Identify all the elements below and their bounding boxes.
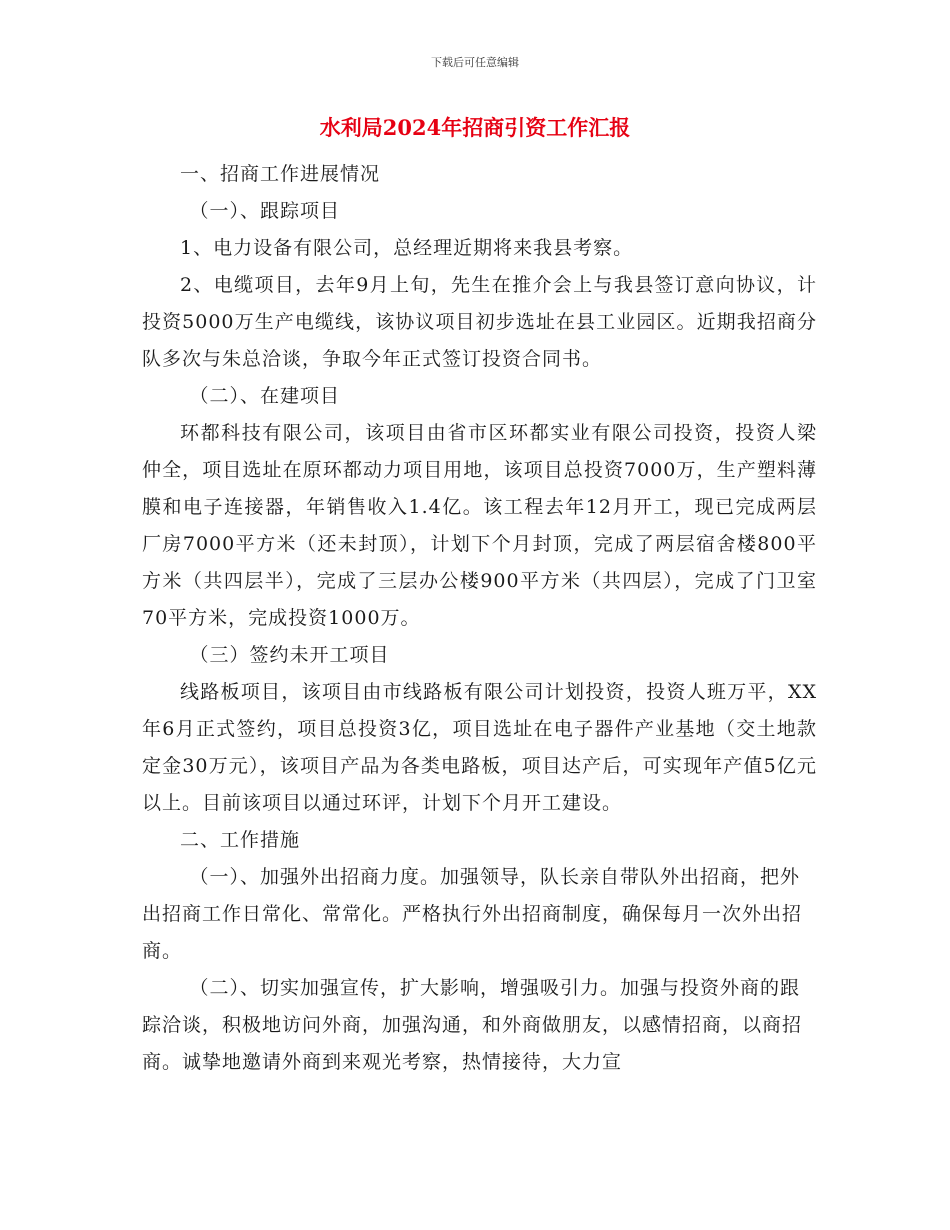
document-title: 水利局2024年招商引资工作汇报 [319,115,631,140]
paragraph-huandu-tech: 环都科技有限公司，该项目由省市区环都实业有限公司投资，投资人梁仲全，项目选址在原环都动力项目用地，该项目总投资7000万，生产塑料薄膜和电子连接器，年销售收入1.4亿。该工程去年12月开工，现已完成两层厂房7000平方米（还未封顶），计划下个月封顶，完成了两层宿舍楼800平方米（共四层半），完成了三层办公楼900平方米（共四层），完成了门卫室70平方米，完成投资1000万。 [142,422,817,629]
paragraph-measure-outbound: （一）、加强外出招商力度。加强领导，队长亲自带队外出招商，把外出招商工作日常化、常常化。严格执行外出招商制度，确保每月一次外出招商。 [142,866,803,962]
paragraph-circuit-board: 线路板项目，该项目由市线路板有限公司计划投资，投资人班万平，XX年6月正式签约，项目总投资3亿，项目选址在电子器件产业基地（交土地款定金30万元），该项目产品为各类电路板，项目达产后，可实现年产值5亿元以上。目前该项目以通过环评，计划下个月开工建设。 [142,681,817,814]
paragraph-power-equipment: 1、电力设备有限公司，总经理近期将来我县考察。 [180,237,634,259]
document-body [142,156,817,1081]
paragraph-measure-publicity: （二）、切实加强宣传，扩大影响，增强吸引力。加强与投资外商的跟踪洽谈，积极地访问外商，加强沟通，和外商做朋友，以感情招商，以商招商。诚挚地邀请外商到来观光考察，热情接待，大力宣 [142,977,803,1073]
section-heading-progress: 一、招商工作进展情况 [180,163,381,185]
subsection-heading-signed-not-started: （三）签约未开工项目 [189,644,390,666]
subsection-heading-tracking: （一）、跟踪项目 [189,200,341,222]
subsection-heading-under-construction: （二）、在建项目 [189,385,341,407]
header-note: 下载后可任意编辑 [431,56,519,69]
section-heading-measures: 二、工作措施 [180,829,301,851]
paragraph-cable-project: 2、电缆项目，去年9月上旬，先生在推介会上与我县签订意向协议，计投资5000万生产电缆线，该协议项目初步选址在县工业园区。近期我招商分队多次与朱总洽谈，争取今年正式签订投资合同书。 [142,274,817,370]
